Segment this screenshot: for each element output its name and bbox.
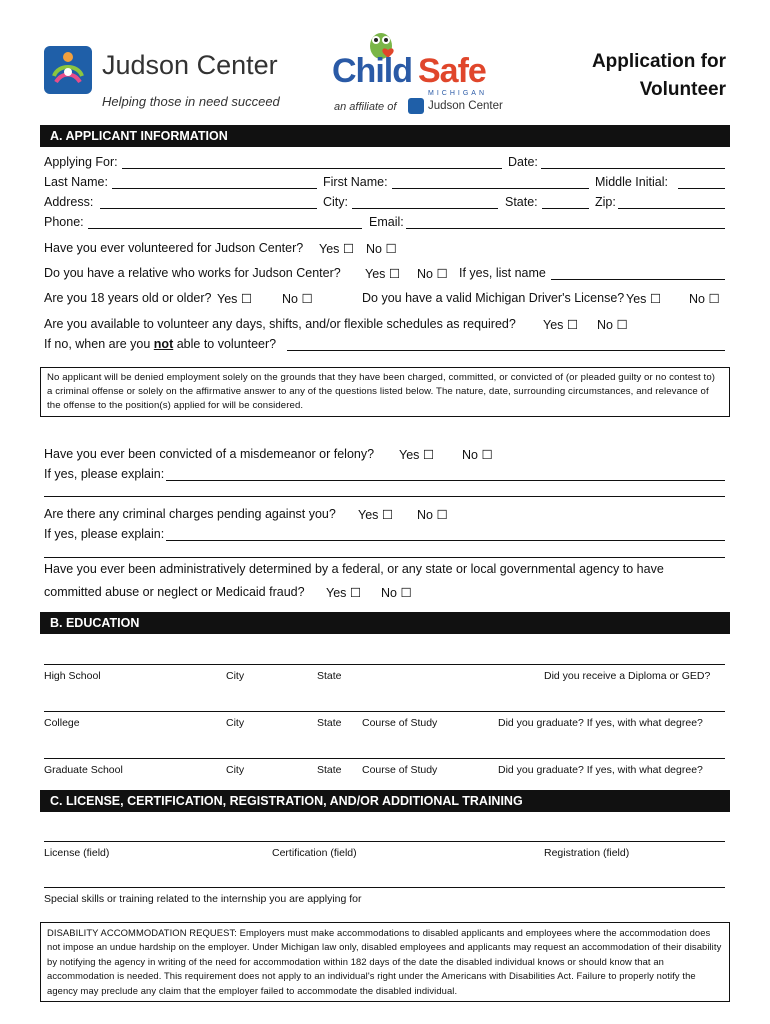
judson-logo-tagline: Helping those in need succeed — [102, 94, 280, 109]
childsafe-affiliate: an affiliate of — [334, 101, 397, 113]
license-field-label: License (field) — [44, 847, 110, 859]
page-title-line1: Application for — [591, 51, 726, 72]
email-label: Email: — [369, 215, 404, 229]
childsafe-state: MICHIGAN — [428, 90, 487, 97]
age-yes-checkbox[interactable]: Yes ☐ — [217, 292, 253, 306]
page-title-line2: Volunteer — [639, 79, 726, 100]
registration-field-label: Registration (field) — [544, 847, 630, 859]
available-no-checkbox[interactable]: No ☐ — [597, 318, 628, 332]
relative-name-label: If yes, list name — [459, 266, 546, 280]
last-name-label: Last Name: — [44, 175, 108, 189]
question-admin-line1: Have you ever been administratively determined by a federal, or any state or local governmental agency to have — [44, 562, 664, 576]
education-question: Did you graduate? If yes, with what degree? — [498, 717, 703, 729]
childsafe-affiliate-org: Judson Center — [428, 100, 503, 112]
date-label: Date: — [508, 155, 538, 169]
education-question: Did you receive a Diploma or GED? — [544, 670, 711, 682]
city-label: City: — [323, 195, 348, 209]
address-field[interactable] — [100, 208, 317, 209]
zip-label: Zip: — [595, 195, 616, 209]
nondiscrimination-notice: No applicant will be denied employment solely on the grounds that they have been charged, committed, or convicted of (or pleaded guilty or no contest to) a criminal offense or solely on the affirmative answer to any of the questions listed below. The nature, date, surrounding circumstances, and relevance of the offense to the position(s) applied for will be considered. — [40, 367, 730, 417]
childsafe-logo — [332, 26, 522, 116]
not-able-bold: not — [153, 337, 174, 351]
question-relative: Do you have a relative who works for Judson Center? — [44, 266, 341, 280]
last-name-field[interactable] — [112, 188, 317, 189]
childsafe-child: Child — [332, 52, 412, 90]
childsafe-safe: Safe — [418, 52, 486, 90]
volunteered-no-checkbox[interactable]: No ☐ — [366, 242, 397, 256]
special-skills-line[interactable] — [44, 887, 725, 888]
question-18: Are you 18 years old or older? — [44, 291, 212, 305]
page-title — [592, 48, 726, 104]
education-state: State — [317, 717, 342, 729]
available-yes-checkbox[interactable]: Yes ☐ — [543, 318, 579, 332]
pending-explain-field-2[interactable] — [44, 557, 725, 558]
question-available: Are you available to volunteer any days, shifts, and/or flexible schedules as required? — [44, 317, 516, 331]
applying-for-field[interactable] — [122, 168, 502, 169]
certification-field-label: Certification (field) — [272, 847, 357, 859]
email-field[interactable] — [406, 228, 725, 229]
convicted-explain-field-2[interactable] — [44, 496, 725, 497]
first-name-label: First Name: — [323, 175, 388, 189]
age-no-checkbox[interactable]: No ☐ — [282, 292, 313, 306]
education-line[interactable] — [44, 664, 725, 665]
convicted-explain-label: If yes, please explain: — [44, 467, 165, 481]
convicted-no-checkbox[interactable]: No ☐ — [462, 448, 493, 462]
phone-label: Phone: — [44, 215, 84, 229]
section-a-heading: A. APPLICANT INFORMATION — [40, 125, 730, 147]
middle-initial-label: Middle Initial: — [595, 175, 668, 189]
not-able-pre: If no, when are you — [44, 337, 154, 351]
admin-yes-checkbox[interactable]: Yes ☐ — [326, 586, 362, 600]
applying-for-label: Applying For: — [44, 155, 118, 169]
not-able-post: able to volunteer? — [173, 337, 277, 351]
city-field[interactable] — [352, 208, 498, 209]
question-pending: Are there any criminal charges pending against you? — [44, 507, 336, 521]
pending-no-checkbox[interactable]: No ☐ — [417, 508, 448, 522]
section-b-heading: B. EDUCATION — [40, 612, 730, 634]
relative-name-field[interactable] — [551, 279, 725, 280]
not-able-field[interactable] — [287, 350, 725, 351]
disability-notice: DISABILITY ACCOMMODATION REQUEST: Employers must make accommodations to disabled applicants and employees where the accommodation does not impose an undue hardship on the employer. Under Michigan law only, disabled employees and applicants may request an accommodation of their disability by notifying the agency in writing of the need for accommodation within 182 days of the date the disabled individual knows or should know that an accommodation is needed. This requirement does not apply to an individual's right under the Americans with Disabilities Act. Failure to properly notify the agency may preclude any claim that the employer failed to accommodate the disabled individual. — [40, 922, 730, 1002]
state-field[interactable] — [542, 208, 589, 209]
education-city: City — [226, 764, 245, 776]
license-line[interactable] — [44, 841, 725, 842]
address-label: Address: — [44, 195, 94, 209]
education-course: Course of Study — [362, 717, 438, 729]
education-course: Course of Study — [362, 764, 438, 776]
convicted-yes-checkbox[interactable]: Yes ☐ — [399, 448, 435, 462]
question-admin-line2: committed abuse or neglect or Medicaid fraud? — [44, 585, 305, 599]
pending-explain-label: If yes, please explain: — [44, 527, 165, 541]
judson-logo-mark-icon — [44, 46, 92, 94]
pending-yes-checkbox[interactable]: Yes ☐ — [358, 508, 394, 522]
question-license: Do you have a valid Michigan Driver's License? — [362, 291, 625, 305]
question-not-able — [44, 337, 276, 351]
education-question: Did you graduate? If yes, with what degree? — [498, 764, 703, 776]
education-state: State — [317, 764, 342, 776]
phone-field[interactable] — [88, 228, 362, 229]
education-line[interactable] — [44, 711, 725, 712]
middle-initial-field[interactable] — [678, 188, 725, 189]
education-label: Graduate School — [44, 764, 123, 776]
relative-yes-checkbox[interactable]: Yes ☐ — [365, 267, 401, 281]
license-yes-checkbox[interactable]: Yes ☐ — [626, 292, 662, 306]
education-city: City — [226, 717, 245, 729]
affiliate-mark-icon — [408, 98, 424, 114]
judson-logo — [44, 44, 304, 114]
date-field[interactable] — [541, 168, 725, 169]
convicted-explain-field[interactable] — [166, 480, 725, 481]
education-label: High School — [44, 670, 101, 682]
admin-no-checkbox[interactable]: No ☐ — [381, 586, 412, 600]
judson-logo-name: Judson Center — [102, 50, 278, 80]
first-name-field[interactable] — [392, 188, 589, 189]
license-no-checkbox[interactable]: No ☐ — [689, 292, 720, 306]
education-label: College — [44, 717, 80, 729]
education-city: City — [226, 670, 245, 682]
relative-no-checkbox[interactable]: No ☐ — [417, 267, 448, 281]
zip-field[interactable] — [618, 208, 725, 209]
volunteered-yes-checkbox[interactable]: Yes ☐ — [319, 242, 355, 256]
question-convicted: Have you ever been convicted of a misdemeanor or felony? — [44, 447, 375, 461]
state-label: State: — [505, 195, 538, 209]
education-state: State — [317, 670, 342, 682]
question-volunteered: Have you ever volunteered for Judson Center? — [44, 241, 304, 255]
section-c-heading: C. LICENSE, CERTIFICATION, REGISTRATION, AND/OR ADDITIONAL TRAINING — [40, 790, 730, 812]
pending-explain-field[interactable] — [166, 540, 725, 541]
special-skills-label: Special skills or training related to the internship you are applying for — [44, 893, 362, 905]
education-line[interactable] — [44, 758, 725, 759]
